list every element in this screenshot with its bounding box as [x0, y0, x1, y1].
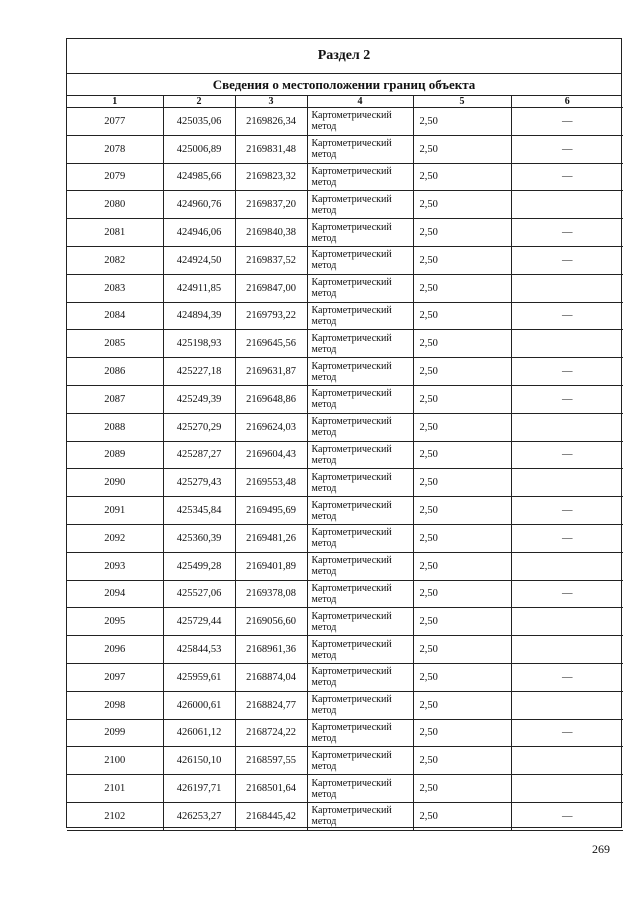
accuracy-cell: 2,50 [413, 358, 511, 386]
description-cell: — [511, 135, 623, 163]
description-cell [511, 608, 623, 636]
point-number: 2097 [67, 663, 163, 691]
coord-y: 2168961,36 [235, 636, 307, 664]
point-number: 2084 [67, 302, 163, 330]
method-cell: Картометрический метод [307, 330, 413, 358]
accuracy-cell: 2,50 [413, 552, 511, 580]
coord-x: 424946,06 [163, 219, 235, 247]
coord-x: 425844,53 [163, 636, 235, 664]
method-cell: Картометрический метод [307, 747, 413, 775]
coord-y: 2168874,04 [235, 663, 307, 691]
method-cell: Картометрический метод [307, 358, 413, 386]
point-number: 2087 [67, 385, 163, 413]
table-row [67, 246, 623, 274]
method-cell: Картометрический метод [307, 636, 413, 664]
table-row [67, 385, 623, 413]
description-cell: — [511, 441, 623, 469]
coord-y: 2169624,03 [235, 413, 307, 441]
coord-x: 424894,39 [163, 302, 235, 330]
description-cell: — [511, 219, 623, 247]
description-cell: — [511, 663, 623, 691]
method-cell: Картометрический метод [307, 246, 413, 274]
point-number: 2077 [67, 108, 163, 136]
coord-x: 426150,10 [163, 747, 235, 775]
description-cell [511, 469, 623, 497]
accuracy-cell: 2,50 [413, 747, 511, 775]
table-row [67, 636, 623, 664]
description-cell: — [511, 302, 623, 330]
column-header: 2 [163, 96, 235, 108]
point-number: 2094 [67, 580, 163, 608]
method-cell: Картометрический метод [307, 413, 413, 441]
column-header: 4 [307, 96, 413, 108]
description-cell [511, 413, 623, 441]
coord-x: 425227,18 [163, 358, 235, 386]
point-number: 2092 [67, 524, 163, 552]
coord-y: 2169401,89 [235, 552, 307, 580]
coord-x: 425287,27 [163, 441, 235, 469]
method-cell: Картометрический метод [307, 108, 413, 136]
coord-x: 424960,76 [163, 191, 235, 219]
table-row [67, 330, 623, 358]
method-cell: Картометрический метод [307, 302, 413, 330]
coord-y: 2169645,56 [235, 330, 307, 358]
accuracy-cell: 2,50 [413, 497, 511, 525]
coord-y: 2169823,32 [235, 163, 307, 191]
coord-x: 425270,29 [163, 413, 235, 441]
point-number: 2100 [67, 747, 163, 775]
point-number: 2099 [67, 719, 163, 747]
point-number: 2096 [67, 636, 163, 664]
method-cell: Картометрический метод [307, 219, 413, 247]
accuracy-cell: 2,50 [413, 719, 511, 747]
accuracy-cell: 2,50 [413, 580, 511, 608]
coord-y: 2169056,60 [235, 608, 307, 636]
accuracy-cell: 2,50 [413, 191, 511, 219]
coord-y: 2169553,48 [235, 469, 307, 497]
description-cell: — [511, 385, 623, 413]
accuracy-cell: 2,50 [413, 636, 511, 664]
table-row [67, 691, 623, 719]
point-number: 2101 [67, 775, 163, 803]
method-cell: Картометрический метод [307, 469, 413, 497]
coord-x: 425729,44 [163, 608, 235, 636]
column-header: 6 [511, 96, 623, 108]
table-row [67, 608, 623, 636]
point-number: 2091 [67, 497, 163, 525]
coord-x: 425345,84 [163, 497, 235, 525]
accuracy-cell: 2,50 [413, 274, 511, 302]
method-cell: Картометрический метод [307, 274, 413, 302]
accuracy-cell: 2,50 [413, 691, 511, 719]
coord-y: 2169837,52 [235, 246, 307, 274]
method-cell: Картометрический метод [307, 663, 413, 691]
coord-x: 424924,50 [163, 246, 235, 274]
coord-x: 425959,61 [163, 663, 235, 691]
accuracy-cell: 2,50 [413, 330, 511, 358]
accuracy-cell: 2,50 [413, 663, 511, 691]
coord-x: 426061,12 [163, 719, 235, 747]
table-row [67, 274, 623, 302]
table-row [67, 552, 623, 580]
page-number: 269 [592, 842, 610, 856]
document-frame [66, 38, 622, 828]
accuracy-cell: 2,50 [413, 802, 511, 830]
column-header: 5 [413, 96, 511, 108]
description-cell [511, 552, 623, 580]
coord-x: 426000,61 [163, 691, 235, 719]
accuracy-cell: 2,50 [413, 163, 511, 191]
coord-y: 2169378,08 [235, 580, 307, 608]
accuracy-cell: 2,50 [413, 413, 511, 441]
description-cell: — [511, 358, 623, 386]
coord-y: 2168501,64 [235, 775, 307, 803]
point-number: 2079 [67, 163, 163, 191]
coord-y: 2169793,22 [235, 302, 307, 330]
method-cell: Картометрический метод [307, 775, 413, 803]
table-row [67, 524, 623, 552]
method-cell: Картометрический метод [307, 580, 413, 608]
coord-y: 2169826,34 [235, 108, 307, 136]
method-cell: Картометрический метод [307, 191, 413, 219]
coord-y: 2168597,55 [235, 747, 307, 775]
accuracy-cell: 2,50 [413, 385, 511, 413]
point-number: 2085 [67, 330, 163, 358]
point-number: 2080 [67, 191, 163, 219]
table-row [67, 747, 623, 775]
description-cell [511, 691, 623, 719]
point-number: 2082 [67, 246, 163, 274]
coord-y: 2168824,77 [235, 691, 307, 719]
coord-x: 425198,93 [163, 330, 235, 358]
table-row [67, 580, 623, 608]
method-cell: Картометрический метод [307, 497, 413, 525]
description-cell: — [511, 246, 623, 274]
section-subtitle: Сведения о местоположении границ объекта [67, 74, 621, 96]
description-cell: — [511, 580, 623, 608]
table-row [67, 413, 623, 441]
coord-x: 425360,39 [163, 524, 235, 552]
coord-y: 2169840,38 [235, 219, 307, 247]
table-row [67, 302, 623, 330]
table-row [67, 219, 623, 247]
point-number: 2088 [67, 413, 163, 441]
method-cell: Картометрический метод [307, 691, 413, 719]
table-row [67, 135, 623, 163]
accuracy-cell: 2,50 [413, 302, 511, 330]
coord-x: 425006,89 [163, 135, 235, 163]
accuracy-cell: 2,50 [413, 524, 511, 552]
method-cell: Картометрический метод [307, 802, 413, 830]
table-row [67, 163, 623, 191]
coord-x: 426253,27 [163, 802, 235, 830]
table-row [67, 497, 623, 525]
coord-y: 2169604,43 [235, 441, 307, 469]
description-cell [511, 274, 623, 302]
method-cell: Картометрический метод [307, 608, 413, 636]
boundary-points-table [67, 96, 623, 831]
accuracy-cell: 2,50 [413, 608, 511, 636]
point-number: 2081 [67, 219, 163, 247]
coord-y: 2169847,00 [235, 274, 307, 302]
table-header-row [67, 96, 623, 108]
method-cell: Картометрический метод [307, 552, 413, 580]
table-row [67, 441, 623, 469]
point-number: 2090 [67, 469, 163, 497]
coord-x: 425279,43 [163, 469, 235, 497]
description-cell: — [511, 719, 623, 747]
coord-x: 425527,06 [163, 580, 235, 608]
coord-y: 2169648,86 [235, 385, 307, 413]
description-cell [511, 636, 623, 664]
section-title: Раздел 2 [67, 39, 621, 74]
description-cell: — [511, 163, 623, 191]
description-cell: — [511, 108, 623, 136]
coord-y: 2168724,22 [235, 719, 307, 747]
table-row [67, 358, 623, 386]
coord-x: 425035,06 [163, 108, 235, 136]
accuracy-cell: 2,50 [413, 441, 511, 469]
point-number: 2093 [67, 552, 163, 580]
description-cell [511, 330, 623, 358]
column-header: 3 [235, 96, 307, 108]
method-cell: Картометрический метод [307, 385, 413, 413]
coord-y: 2168445,42 [235, 802, 307, 830]
coord-x: 424911,85 [163, 274, 235, 302]
point-number: 2083 [67, 274, 163, 302]
coord-x: 425249,39 [163, 385, 235, 413]
accuracy-cell: 2,50 [413, 108, 511, 136]
point-number: 2086 [67, 358, 163, 386]
description-cell: — [511, 497, 623, 525]
point-number: 2098 [67, 691, 163, 719]
description-cell [511, 775, 623, 803]
description-cell [511, 191, 623, 219]
method-cell: Картометрический метод [307, 135, 413, 163]
table-body [67, 108, 623, 831]
description-cell: — [511, 802, 623, 830]
method-cell: Картометрический метод [307, 719, 413, 747]
table-row [67, 108, 623, 136]
method-cell: Картометрический метод [307, 441, 413, 469]
point-number: 2102 [67, 802, 163, 830]
method-cell: Картометрический метод [307, 163, 413, 191]
coord-y: 2169631,87 [235, 358, 307, 386]
column-header: 1 [67, 96, 163, 108]
coord-y: 2169495,69 [235, 497, 307, 525]
method-cell: Картометрический метод [307, 524, 413, 552]
description-cell [511, 747, 623, 775]
table-row [67, 191, 623, 219]
table-row [67, 719, 623, 747]
point-number: 2095 [67, 608, 163, 636]
coord-y: 2169837,20 [235, 191, 307, 219]
accuracy-cell: 2,50 [413, 246, 511, 274]
accuracy-cell: 2,50 [413, 469, 511, 497]
accuracy-cell: 2,50 [413, 135, 511, 163]
accuracy-cell: 2,50 [413, 775, 511, 803]
point-number: 2078 [67, 135, 163, 163]
table-row [67, 663, 623, 691]
table-row [67, 775, 623, 803]
coord-x: 426197,71 [163, 775, 235, 803]
coord-y: 2169481,26 [235, 524, 307, 552]
point-number: 2089 [67, 441, 163, 469]
coord-x: 425499,28 [163, 552, 235, 580]
accuracy-cell: 2,50 [413, 219, 511, 247]
coord-y: 2169831,48 [235, 135, 307, 163]
table-row [67, 469, 623, 497]
coord-x: 424985,66 [163, 163, 235, 191]
description-cell: — [511, 524, 623, 552]
table-row [67, 802, 623, 830]
